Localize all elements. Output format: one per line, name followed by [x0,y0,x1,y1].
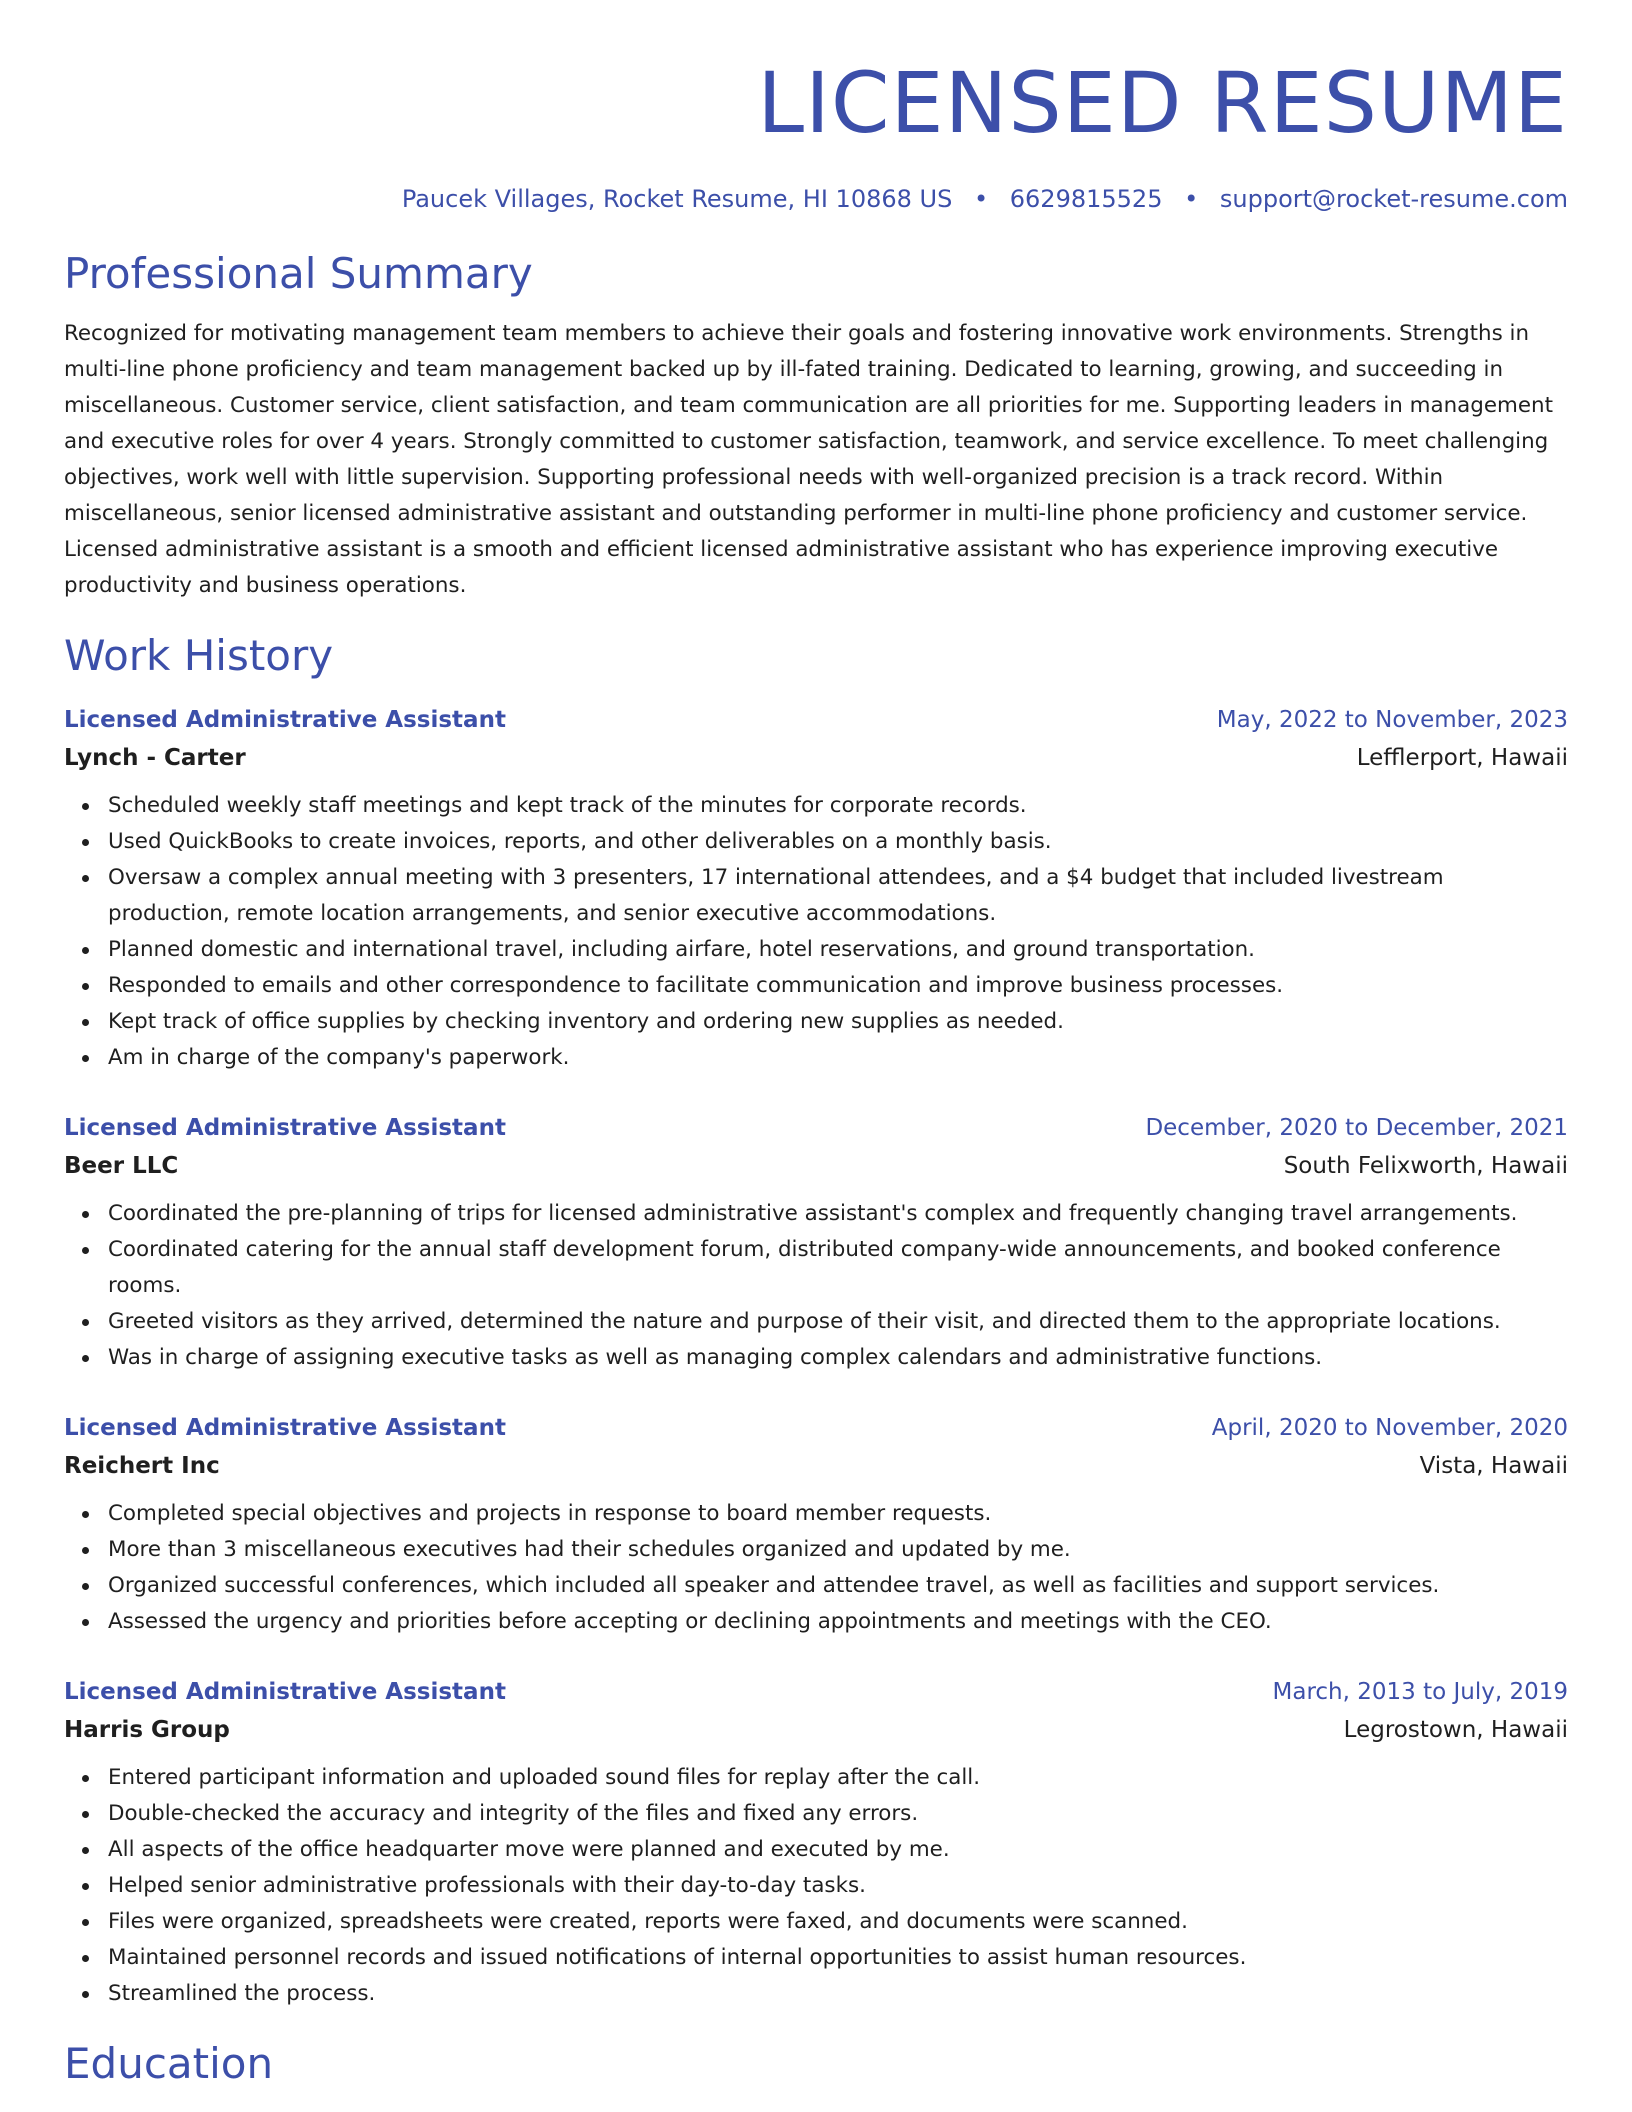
education-heading: Education [64,2039,274,2088]
job-bullet: Coordinated the pre-planning of trips for licensed administrative assistant's complex and frequently changing travel arrangements. [108,1196,1568,1232]
job-bullets [64,1760,1568,2012]
job-location: South Felixworth, Hawaii [1283,1153,1568,1179]
job-bullet: More than 3 miscellaneous executives had their schedules organized and updated by me. [108,1532,1568,1568]
job-header-row [64,1674,1568,1710]
job-company: Harris Group [64,1717,230,1743]
job-header-row [64,1110,1568,1146]
job-location: Legrostown, Hawaii [1343,1717,1568,1743]
contact-email: support@rocket-resume.com [1219,185,1568,213]
job-company-row [64,1146,1568,1186]
job-company: Lynch - Carter [64,745,246,771]
job-bullets [64,1496,1568,1640]
job-title: Licensed Administrative Assistant [64,707,506,733]
job-bullet: Streamlined the process. [108,1976,1568,2012]
job-bullet: Am in charge of the company's paperwork. [108,1040,1568,1076]
job-entry [64,1410,1568,1640]
job-dates: May, 2022 to November, 2023 [1216,707,1568,733]
job-location: Lefflerport, Hawaii [1356,745,1568,771]
job-bullet: Maintained personnel records and issued notifications of internal opportunities to assist human resources. [108,1940,1568,1976]
job-bullets [64,788,1568,1076]
job-bullet: All aspects of the office headquarter move were planned and executed by me. [108,1832,1568,1868]
job-entry [64,1674,1568,2012]
job-company-row [64,1710,1568,1750]
job-company-row [64,1446,1568,1486]
job-header-row [64,702,1568,738]
job-bullet: Greeted visitors as they arrived, determined the nature and purpose of their visit, and directed them to the appropriate locations. [108,1304,1568,1340]
job-location: Vista, Hawaii [1419,1453,1568,1479]
job-bullet: Kept track of office supplies by checking inventory and ordering new supplies as needed. [108,1004,1568,1040]
job-entry [64,1110,1568,1376]
contact-line [64,182,1568,216]
job-company: Beer LLC [64,1153,179,1179]
job-bullet: Used QuickBooks to create invoices, reports, and other deliverables on a monthly basis. [108,824,1568,860]
job-dates: March, 2013 to July, 2019 [1272,1679,1568,1705]
job-entry [64,702,1568,1076]
job-company: Reichert Inc [64,1453,220,1479]
job-bullet: Organized successful conferences, which included all speaker and attendee travel, as well as facilities and support services. [108,1568,1568,1604]
job-header-row [64,1410,1568,1446]
job-dates: December, 2020 to December, 2021 [1145,1115,1568,1141]
contact-address: Paucek Villages, Rocket Resume, HI 10868 US [401,185,953,213]
contact-separator: • [1184,185,1199,213]
work-history-heading: Work History [64,631,334,680]
resume-page [64,48,1568,2092]
job-bullet: Entered participant information and uploaded sound files for replay after the call. [108,1760,1568,1796]
job-bullet: Files were organized, spreadsheets were created, reports were faxed, and documents were scanned. [108,1904,1568,1940]
resume-name: LICENSED RESUME [757,54,1568,152]
job-dates: April, 2020 to November, 2020 [1211,1415,1568,1441]
job-title: Licensed Administrative Assistant [64,1115,506,1141]
job-bullet: Coordinated catering for the annual staff development forum, distributed company-wide announcements, and booked conference rooms. [108,1232,1568,1304]
job-bullet: Responded to emails and other correspondence to facilitate communication and improve business processes. [108,968,1568,1004]
contact-phone: 6629815525 [1009,185,1163,213]
job-bullet: Was in charge of assigning executive tasks as well as managing complex calendars and administrative functions. [108,1340,1568,1376]
job-bullet: Scheduled weekly staff meetings and kept track of the minutes for corporate records. [108,788,1568,824]
job-bullet: Oversaw a complex annual meeting with 3 presenters, 17 international attendees, and a $4 budget that included livestream production, remote location arrangements, and senior executive accommodations. [108,860,1568,932]
contact-separator: • [973,185,989,213]
job-company-row [64,738,1568,778]
job-title: Licensed Administrative Assistant [64,1415,506,1441]
job-bullet: Assessed the urgency and priorities before accepting or declining appointments and meetings with the CEO. [108,1604,1568,1640]
job-bullet: Double-checked the accuracy and integrity of the files and fixed any errors. [108,1796,1568,1832]
job-bullet: Planned domestic and international travel, including airfare, hotel reservations, and ground transportation. [108,932,1568,968]
job-bullets [64,1196,1568,1376]
job-bullet: Completed special objectives and projects in response to board member requests. [108,1496,1568,1532]
job-bullet: Helped senior administrative professionals with their day-to-day tasks. [108,1868,1568,1904]
job-title: Licensed Administrative Assistant [64,1679,506,1705]
summary-heading: Professional Summary [64,249,533,298]
summary-text: Recognized for motivating management team members to achieve their goals and fostering innovative work environments. Strengths in multi-line phone proficiency and team management backed up by ill-fated training. Dedicated to learning, growing, and succeeding in miscellaneous. Customer service, client satisfaction, and team communication are all priorities for me. Supporting leaders in management and executive roles for over 4 years. Strongly committed to customer satisfaction, teamwork, and service excellence. To meet challenging objectives, work well with little supervision. Supporting professional needs with well-organized precision is a track record. Within miscellaneous, senior licensed administrative assistant and outstanding performer in multi-line phone proficiency and customer service. Licensed administrative assistant is a smooth and efficient licensed administrative assistant who has experience improving executive productivity and business operations. [64,321,1553,598]
